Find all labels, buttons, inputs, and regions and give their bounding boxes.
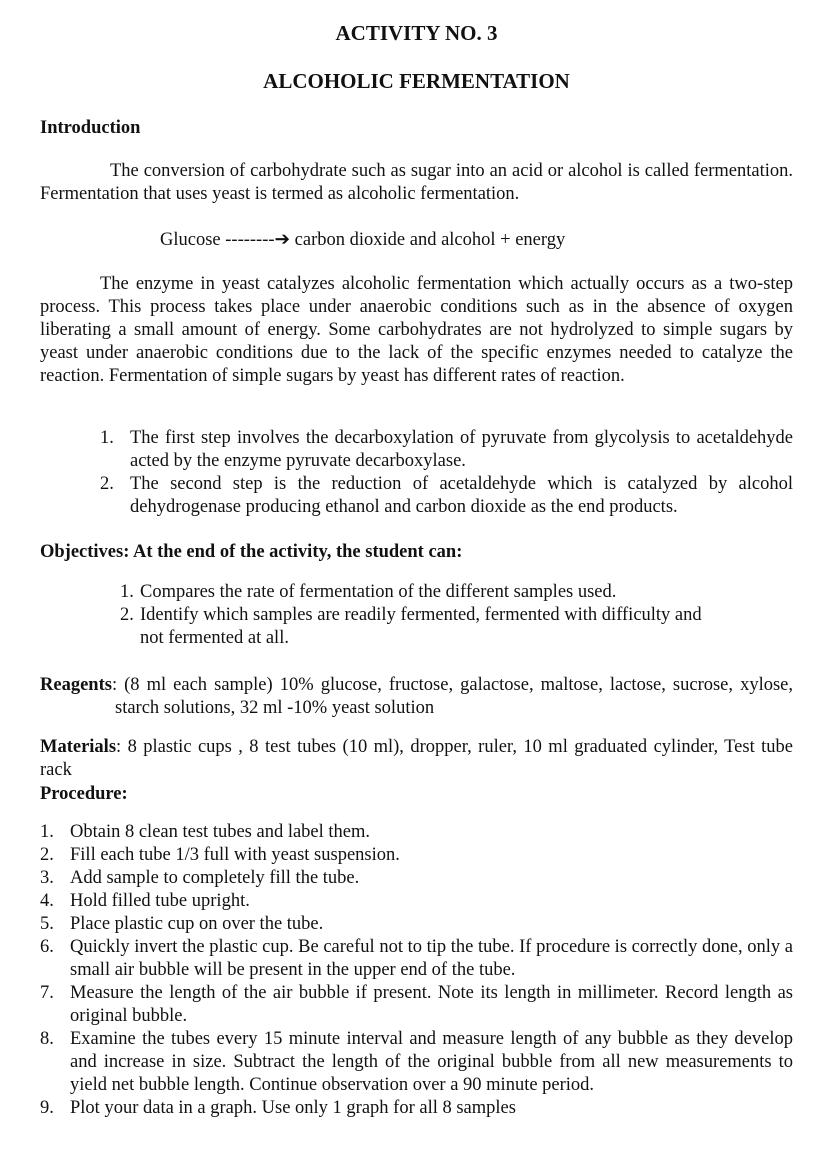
introduction-paragraph-2: The enzyme in yeast catalyzes alcoholic fermentation which actually occurs as a two-step process. This process takes place under anaerobic conditions such as in the absence of oxygen liberating a small amount of energy. Some carbohydrates are not hydrolyzed to simple sugars by yeast under anaerobic conditions due to the lack of the specific enzymes needed to catalyze the reaction. Fermentation of simple sugars by yeast has different rates of reaction. bbox=[40, 274, 793, 386]
reagents-label: Reagents bbox=[40, 675, 112, 695]
introduction-paragraph-1: The conversion of carbohydrate such as sugar into an acid or alcohol is called fermentation. Fermentation that uses yeast is termed as alcoholic fermentation. bbox=[40, 161, 793, 204]
objectives-heading-text: : At the end of the activity, the student can: bbox=[123, 542, 463, 562]
materials-text: : 8 plastic cups , 8 test tubes (10 ml), dropper, ruler, 10 ml graduated cylinder, Test tube rack bbox=[40, 737, 793, 780]
introduction-heading: Introduction bbox=[40, 118, 141, 138]
list-item: 1. Obtain 8 clean test tubes and label them. bbox=[40, 822, 371, 842]
list-item: 5. Place plastic cup on over the tube. bbox=[40, 914, 324, 934]
list-item: 7. Measure the length of the air bubble if present. Note its length in millimeter. Record length as original bubble. bbox=[40, 983, 793, 1026]
list-item: 1. The first step involves the decarboxylation of pyruvate from glycolysis to acetaldehyde acted by the enzyme pyruvate decarboxylase. bbox=[100, 428, 793, 471]
list-item: 9. Plot your data in a graph. Use only 1 graph for all 8 samples bbox=[40, 1098, 516, 1118]
list-item: 8. Examine the tubes every 15 minute interval and measure length of any bubble as they develop and increase in size. Subtract the length of the original bubble from all new measurements to yield net bubble length. Continue observation over a 90 minute period. bbox=[40, 1029, 793, 1095]
list-item: 4. Hold filled tube upright. bbox=[40, 891, 250, 911]
reagents-text: : (8 ml each sample) 10% glucose, fructose, galactose, maltose, lactose, sucrose, xylose, starch solutions, 32 ml -10% yeast solution bbox=[111, 675, 793, 718]
activity-title: ACTIVITY NO. 3 bbox=[335, 21, 498, 45]
reagents-line bbox=[40, 674, 793, 720]
fermentation-steps-list bbox=[100, 427, 793, 519]
activity-subtitle: ALCOHOLIC FERMENTATION bbox=[263, 69, 570, 93]
fermentation-equation: Glucose --------➔ carbon dioxide and alcohol + energy bbox=[160, 230, 566, 250]
procedure-heading: Procedure: bbox=[40, 784, 128, 804]
procedure-list bbox=[40, 821, 793, 1120]
list-item: 6. Quickly invert the plastic cup. Be careful not to tip the tube. If procedure is correctly done, only a small air bubble will be present in the upper end of the tube. bbox=[40, 937, 793, 980]
objectives-list bbox=[120, 581, 720, 650]
list-item: 2. The second step is the reduction of acetaldehyde which is catalyzed by alcohol dehydrogenase producing ethanol and carbon dioxide as the end products. bbox=[100, 474, 793, 517]
list-item: 2. Fill each tube 1/3 full with yeast suspension. bbox=[40, 845, 400, 865]
materials-line bbox=[40, 736, 793, 782]
list-item: 2. Identify which samples are readily fermented, fermented with difficulty and not fermented at all. bbox=[120, 605, 702, 648]
objectives-heading bbox=[40, 541, 793, 564]
list-item: 1. Compares the rate of fermentation of the different samples used. bbox=[120, 582, 617, 602]
objectives-label: Objectives bbox=[40, 542, 124, 562]
materials-label: Materials bbox=[40, 737, 117, 757]
list-item: 3. Add sample to completely fill the tube. bbox=[40, 868, 360, 888]
